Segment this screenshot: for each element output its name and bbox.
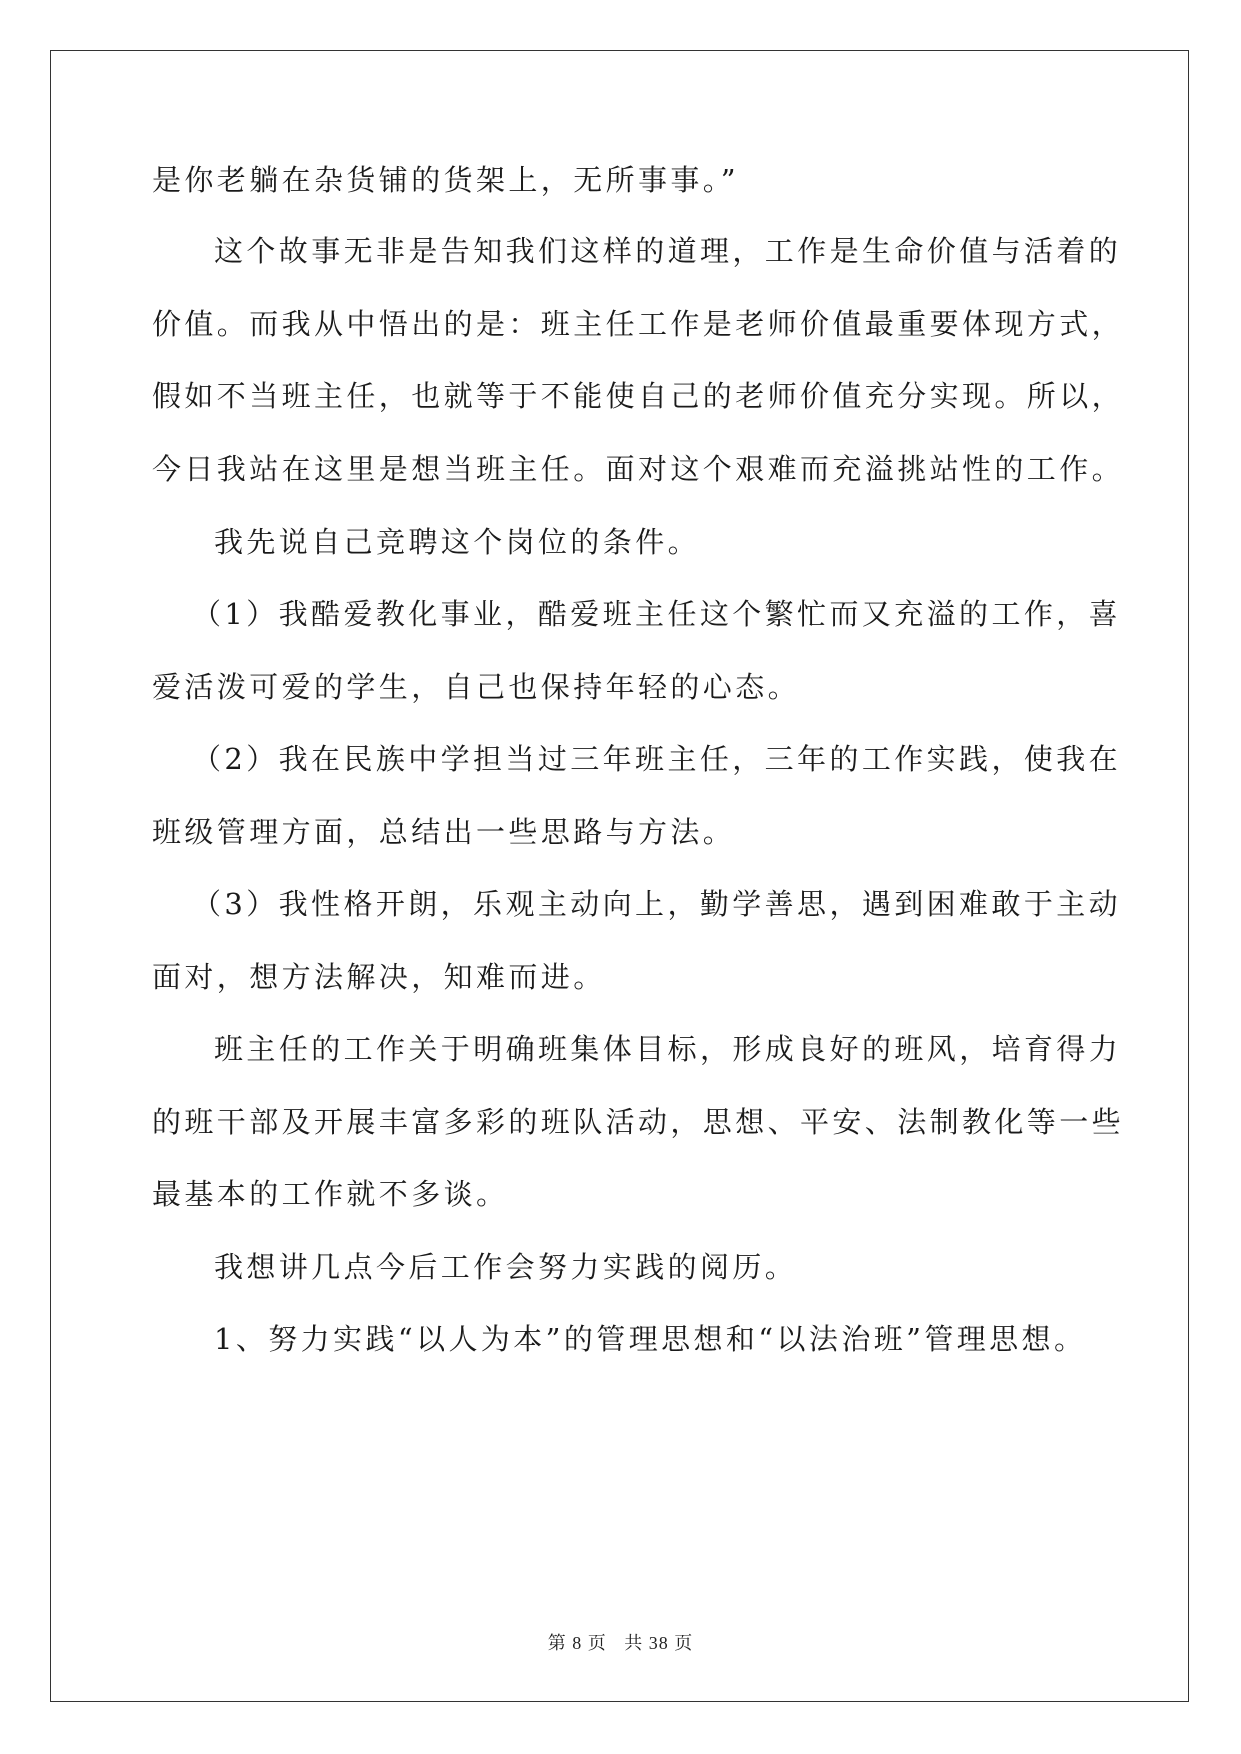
page-footer <box>0 1629 1241 1655</box>
text-line: 今日我站在这里是想当班主任。面对这个艰难而充溢挑站性的工作。 <box>152 452 1125 486</box>
text-line: 我先说自己竞聘这个岗位的条件。 <box>214 525 701 559</box>
text-line: 爱活泼可爱的学生，自己也保持年轻的心态。 <box>152 670 801 704</box>
text-line: 最基本的工作就不多谈。 <box>152 1177 509 1211</box>
text-line: （2）我在民族中学担当过三年班主任，三年的工作实践，使我在 <box>192 742 1122 776</box>
page-number: 第 8 页 <box>547 1633 607 1653</box>
text-line: 假如不当班主任，也就等于不能使自己的老师价值充分实现。所以， <box>152 379 1125 413</box>
text-line: 我想讲几点今后工作会努力实践的阅历。 <box>214 1250 798 1284</box>
text-line: 班级管理方面，总结出一些思路与方法。 <box>152 815 736 849</box>
text-line: 面对，想方法解决，知难而进。 <box>152 960 606 994</box>
text-line: 的班干部及开展丰富多彩的班队活动，思想、平安、法制教化等一些 <box>152 1105 1125 1139</box>
text-line: 班主任的工作关于明确班集体目标，形成良好的班风，培育得力 <box>214 1032 1122 1066</box>
text-line: 这个故事无非是告知我们这样的道理，工作是生命价值与活着的 <box>214 234 1122 268</box>
text-line: 1、努力实践“以人为本”的管理思想和“以法治班”管理思想。 <box>214 1322 1087 1356</box>
page-total: 共 38 页 <box>624 1633 694 1653</box>
text-line: （1）我酷爱教化事业，酷爱班主任这个繁忙而又充溢的工作，喜 <box>192 597 1122 631</box>
text-line: （3）我性格开朗，乐观主动向上，勤学善思，遇到困难敢于主动 <box>192 887 1122 921</box>
page-border <box>50 50 1189 1702</box>
text-line: 价值。而我从中悟出的是：班主任工作是老师价值最重要体现方式， <box>152 307 1125 341</box>
text-line: 是你老躺在杂货铺的货架上，无所事事。” <box>152 163 739 197</box>
